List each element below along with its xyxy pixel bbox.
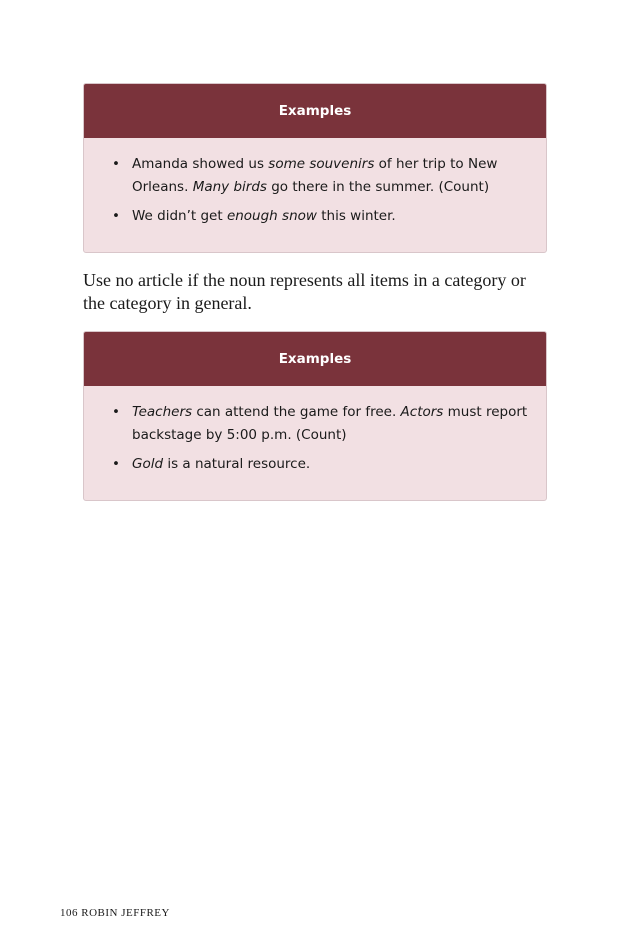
example-phrase: enough snow [226,208,317,224]
example-phrase: Actors [400,404,444,420]
page-footer [60,907,170,919]
example-phrase: Gold [132,456,164,472]
bullet-icon: • [112,208,120,224]
item-text: We didn’t get [132,208,227,224]
item-text: is a natural resource. [163,456,311,472]
bullet-icon: • [112,456,120,472]
examples-box-2 [83,331,547,501]
item-text: this winter. [316,208,396,224]
example-phrase: Many birds [192,179,267,195]
author-name: ROBIN JEFFREY [81,907,170,919]
item-text: Amanda showed us [132,156,269,172]
examples-box-1-header: Examples [84,84,546,138]
bullet-icon: • [112,404,120,420]
examples-box-1-body [84,138,546,242]
item-text: can attend the game for free. [192,404,401,420]
list-item [112,153,528,199]
examples-box-2-header: Examples [84,332,546,386]
list-item [112,205,528,228]
list-item [112,453,528,476]
bullet-icon: • [112,156,120,172]
example-phrase: Teachers [132,404,193,420]
examples-box-1 [83,83,547,253]
body-paragraph: Use no article if the noun represents all items in a category or the category in general. [83,270,526,313]
list-item [112,401,528,447]
item-text: must report backstage by 5:00 p.m. (Count) [132,404,528,443]
examples-list-1 [112,153,528,228]
examples-box-2-body [84,386,546,490]
item-text: of her trip to New Orleans. [132,156,498,195]
item-text: go there in the summer. (Count) [266,179,490,195]
examples-list-2 [112,401,528,476]
page-number: 106 [60,907,78,919]
example-phrase: some souvenirs [268,156,375,172]
